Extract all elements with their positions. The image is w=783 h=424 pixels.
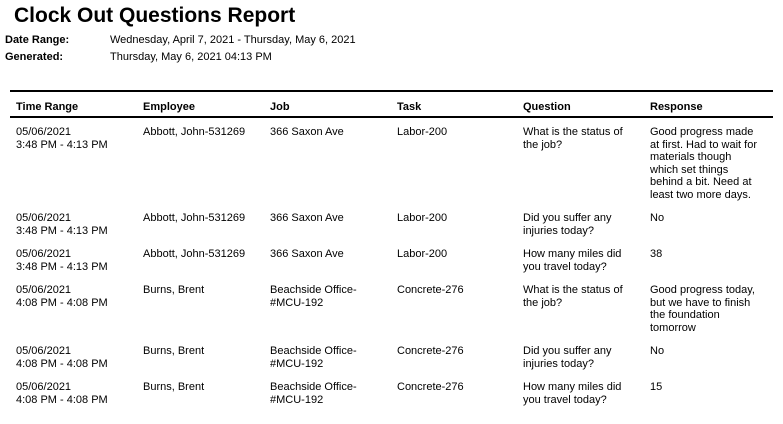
cell-time-range <box>10 284 137 334</box>
cell-job: Beachside Office-#MCU-192 <box>270 284 357 309</box>
table-header-row <box>10 90 773 118</box>
column-header-question: Question <box>523 101 571 113</box>
table-row <box>10 284 773 345</box>
cell-time-range <box>10 212 137 237</box>
column-header-task: Task <box>397 101 422 113</box>
column-header-time-range: Time Range <box>16 101 79 113</box>
table-row <box>10 126 773 212</box>
cell-question: What is the status of the job? <box>523 126 623 151</box>
cell-time-range <box>10 248 137 273</box>
cell-employee: Burns, Brent <box>143 381 205 393</box>
cell-employee: Abbott, John-531269 <box>143 126 246 138</box>
generated-label: Generated: <box>5 51 64 63</box>
row-date: 05/06/2021 <box>16 345 72 357</box>
page-title: Clock Out Questions Report <box>14 4 296 27</box>
table-body <box>10 118 773 417</box>
cell-job: Beachside Office-#MCU-192 <box>270 345 357 370</box>
date-range-row <box>5 34 783 46</box>
table-row <box>10 248 773 284</box>
cell-question: How many miles did you travel today? <box>523 381 622 406</box>
column-header-job: Job <box>270 101 290 113</box>
cell-job: 366 Saxon Ave <box>270 126 344 138</box>
cell-question: How many miles did you travel today? <box>523 248 622 273</box>
cell-question: What is the status of the job? <box>523 284 623 309</box>
report-page <box>0 4 783 424</box>
row-time: 3:48 PM - 4:13 PM <box>16 138 108 151</box>
cell-employee: Burns, Brent <box>143 345 205 357</box>
report-meta <box>5 34 783 63</box>
row-date: 05/06/2021 <box>16 284 72 296</box>
cell-task: Concrete-276 <box>397 284 464 296</box>
row-time: 3:48 PM - 4:13 PM <box>16 224 108 237</box>
generated-value: Thursday, May 6, 2021 04:13 PM <box>110 51 272 63</box>
clock-out-questions-table <box>10 90 773 417</box>
cell-response: No <box>650 212 665 224</box>
cell-job: 366 Saxon Ave <box>270 248 344 260</box>
row-time: 4:08 PM - 4:08 PM <box>16 393 108 406</box>
row-date: 05/06/2021 <box>16 248 72 260</box>
generated-row <box>5 51 783 63</box>
cell-response: 38 <box>650 248 663 260</box>
cell-employee: Abbott, John-531269 <box>143 248 246 260</box>
row-time: 3:48 PM - 4:13 PM <box>16 260 108 273</box>
cell-response: No <box>650 345 665 357</box>
cell-task: Labor-200 <box>397 248 448 260</box>
table-row <box>10 381 773 417</box>
cell-job: Beachside Office-#MCU-192 <box>270 381 357 406</box>
cell-job: 366 Saxon Ave <box>270 212 344 224</box>
cell-task: Concrete-276 <box>397 345 464 357</box>
row-date: 05/06/2021 <box>16 126 72 138</box>
cell-task: Labor-200 <box>397 126 448 138</box>
row-date: 05/06/2021 <box>16 212 72 224</box>
cell-employee: Burns, Brent <box>143 284 205 296</box>
date-range-label: Date Range: <box>5 34 70 46</box>
cell-employee: Abbott, John-531269 <box>143 212 246 224</box>
row-time: 4:08 PM - 4:08 PM <box>16 357 108 370</box>
cell-time-range <box>10 345 137 370</box>
cell-response: Good progress made at first. Had to wait for materials though which set things behind a bit. Need at least two more days. <box>650 126 757 201</box>
date-range-value: Wednesday, April 7, 2021 - Thursday, May 6, 2021 <box>110 34 356 46</box>
cell-response: Good progress today, but we have to finish the foundation tomorrow <box>650 284 755 334</box>
column-header-employee: Employee <box>143 101 195 113</box>
cell-task: Labor-200 <box>397 212 448 224</box>
table-row <box>10 212 773 248</box>
cell-question: Did you suffer any injuries today? <box>523 345 612 370</box>
cell-task: Concrete-276 <box>397 381 464 393</box>
table-row <box>10 345 773 381</box>
row-time: 4:08 PM - 4:08 PM <box>16 296 108 309</box>
column-header-response: Response <box>650 101 703 113</box>
cell-question: Did you suffer any injuries today? <box>523 212 612 237</box>
cell-response: 15 <box>650 381 663 393</box>
cell-time-range <box>10 381 137 406</box>
row-date: 05/06/2021 <box>16 381 72 393</box>
cell-time-range <box>10 126 137 201</box>
